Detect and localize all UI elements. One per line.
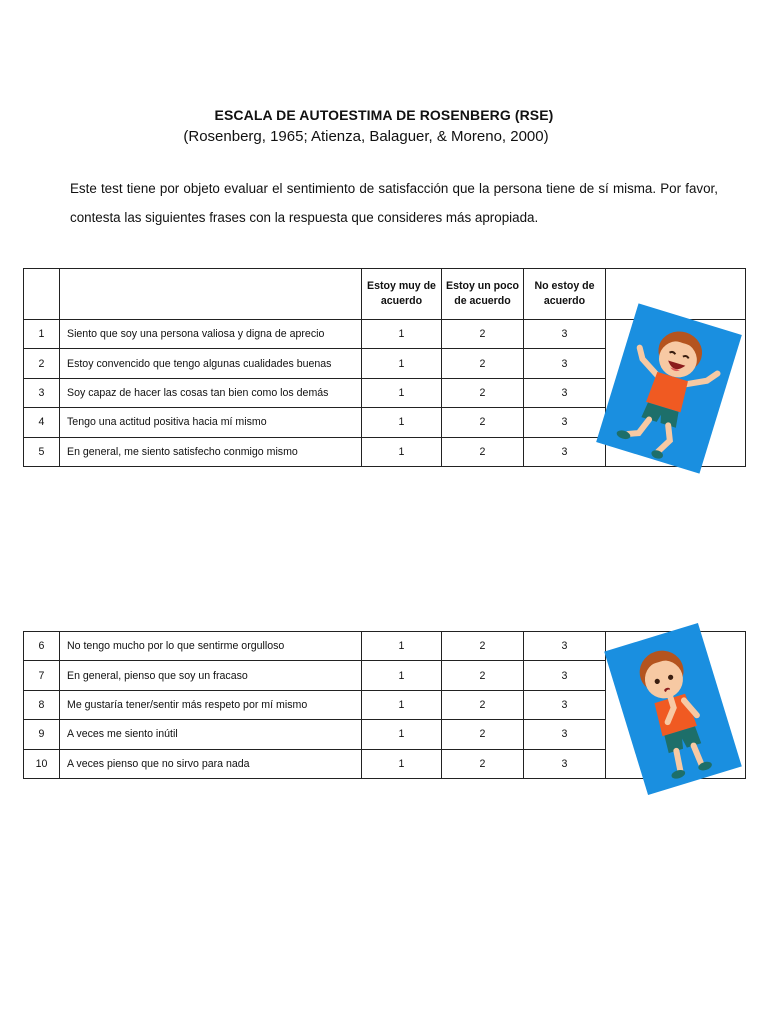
option-disagree: 3 xyxy=(524,437,606,466)
option-strongly-agree: 1 xyxy=(362,378,442,407)
option-strongly-agree: 1 xyxy=(362,749,442,778)
option-strongly-agree: 1 xyxy=(362,437,442,466)
header-image-cell xyxy=(606,269,746,320)
item-statement: A veces pienso que no sirvo para nada xyxy=(60,749,362,778)
option-somewhat-agree: 2 xyxy=(442,720,524,749)
option-disagree: 3 xyxy=(524,378,606,407)
option-disagree: 3 xyxy=(524,632,606,661)
option-strongly-agree: 1 xyxy=(362,349,442,378)
option-somewhat-agree: 2 xyxy=(442,378,524,407)
option-somewhat-agree: 2 xyxy=(442,320,524,349)
item-number: 8 xyxy=(24,690,60,719)
option-somewhat-agree: 2 xyxy=(442,349,524,378)
item-statement: Siento que soy una persona valiosa y digna de aprecio xyxy=(60,320,362,349)
item-statement: Soy capaz de hacer las cosas tan bien como los demás xyxy=(60,378,362,407)
item-number: 4 xyxy=(24,408,60,437)
option-somewhat-agree: 2 xyxy=(442,749,524,778)
header-strongly-agree: Estoy muy de acuerdo xyxy=(362,269,442,320)
option-disagree: 3 xyxy=(524,320,606,349)
item-number: 5 xyxy=(24,437,60,466)
item-number: 1 xyxy=(24,320,60,349)
item-statement: A veces me siento inútil xyxy=(60,720,362,749)
option-disagree: 3 xyxy=(524,690,606,719)
option-disagree: 3 xyxy=(524,408,606,437)
item-number: 10 xyxy=(24,749,60,778)
item-number: 2 xyxy=(24,349,60,378)
item-statement: En general, me siento satisfecho conmigo mismo xyxy=(60,437,362,466)
document-citation: (Rosenberg, 1965; Atienza, Balaguer, & Moreno, 2000) xyxy=(183,128,549,145)
item-number: 6 xyxy=(24,632,60,661)
option-strongly-agree: 1 xyxy=(362,690,442,719)
option-somewhat-agree: 2 xyxy=(442,408,524,437)
header-statement-cell xyxy=(60,269,362,320)
option-disagree: 3 xyxy=(524,661,606,690)
option-somewhat-agree: 2 xyxy=(442,690,524,719)
item-statement: No tengo mucho por lo que sentirme orgulloso xyxy=(60,632,362,661)
document-title: ESCALA DE AUTOESTIMA DE ROSENBERG (RSE) xyxy=(214,107,554,123)
option-strongly-agree: 1 xyxy=(362,720,442,749)
option-disagree: 3 xyxy=(524,749,606,778)
item-statement: En general, pienso que soy un fracaso xyxy=(60,661,362,690)
option-strongly-agree: 1 xyxy=(362,408,442,437)
item-statement: Me gustaría tener/sentir más respeto por mí mismo xyxy=(60,690,362,719)
header-somewhat-agree: Estoy un poco de acuerdo xyxy=(442,269,524,320)
header-disagree: No estoy de acuerdo xyxy=(524,269,606,320)
option-strongly-agree: 1 xyxy=(362,320,442,349)
option-disagree: 3 xyxy=(524,349,606,378)
item-statement: Estoy convencido que tengo algunas cualidades buenas xyxy=(60,349,362,378)
option-strongly-agree: 1 xyxy=(362,632,442,661)
item-number: 3 xyxy=(24,378,60,407)
option-somewhat-agree: 2 xyxy=(442,661,524,690)
option-somewhat-agree: 2 xyxy=(442,437,524,466)
option-disagree: 3 xyxy=(524,720,606,749)
header-number-cell xyxy=(24,269,60,320)
option-somewhat-agree: 2 xyxy=(442,632,524,661)
item-number: 9 xyxy=(24,720,60,749)
intro-paragraph: Este test tiene por objeto evaluar el sentimiento de satisfacción que la persona tiene de sí misma. Por favor, contesta las siguientes frases con la respuesta que consideres más apropiada. xyxy=(70,181,718,225)
option-strongly-agree: 1 xyxy=(362,661,442,690)
item-statement: Tengo una actitud positiva hacia mí mismo xyxy=(60,408,362,437)
item-number: 7 xyxy=(24,661,60,690)
